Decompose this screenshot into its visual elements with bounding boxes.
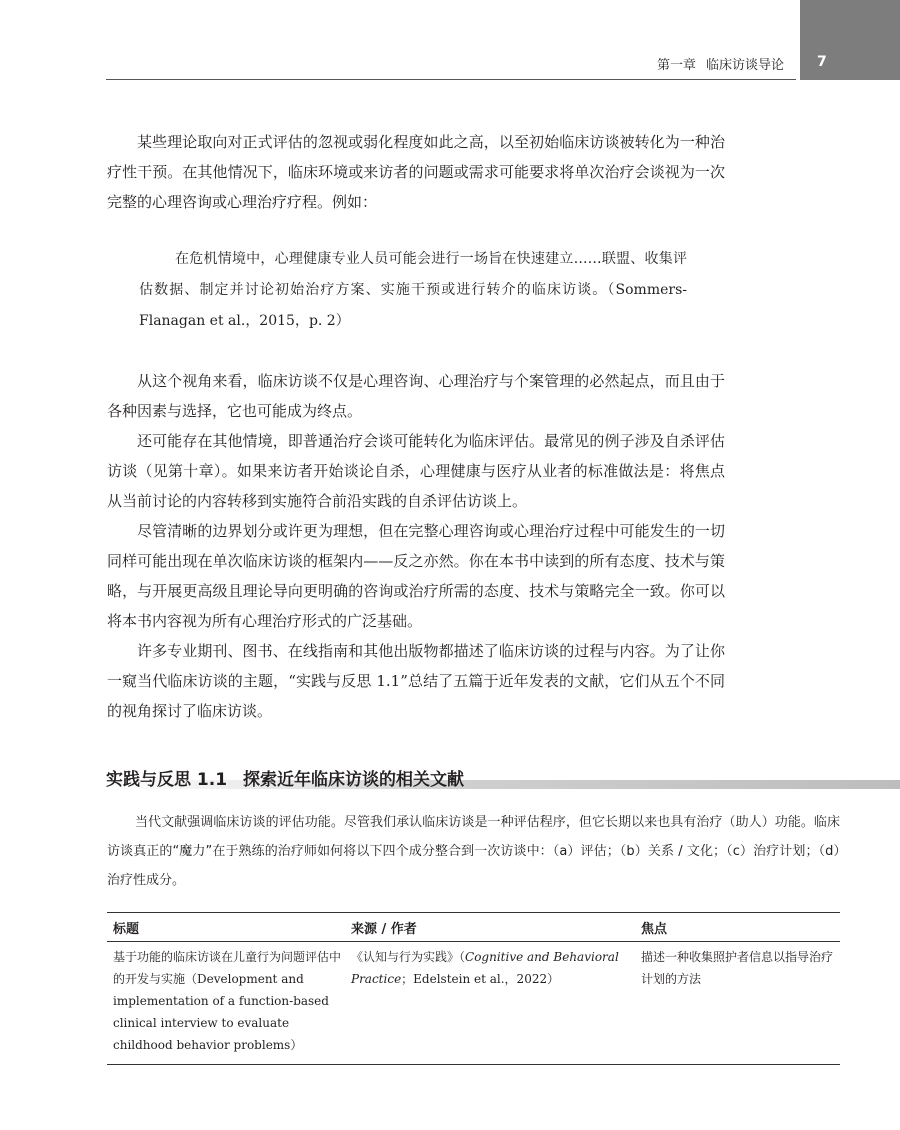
source-authors: ；Edelstein et al.，2022） [401,972,560,986]
practice-reflection-heading [106,762,900,792]
table-row [107,942,840,1065]
box-title: 探索近年临床访谈的相关文献 [243,770,465,790]
box-intro: 当代文献强调临床访谈的评估功能。尽管我们承认临床访谈是一种评估程序，但它长期以来也具有治疗（助人）功能。临床访谈真正的“魔力”在于熟练的治疗师如何将以下四个成分整合到一次访谈中：（a）评估；（b）关系 / 文化；（c）治疗计划；（d）治疗性成分。 [107,815,840,888]
page-number: 7 [817,54,827,70]
source-journal-en: Cognitive and Behavioral Practice [351,950,619,986]
column-header-title: 标题 [107,913,345,942]
running-header [106,0,900,80]
section-title [106,765,464,790]
header-chapter-info [657,54,784,73]
paragraph-2: 从这个视角来看，临床访谈不仅是心理咨询、心理治疗与个案管理的必然起点，而且由于各种因素与选择，它也可能成为终点。 [107,372,725,420]
cell-focus: 描述一种收集照护者信息以指导治疗计划的方法 [635,942,840,1065]
paragraph-3: 还可能存在其他情境，即普通治疗会谈可能转化为临床评估。最常见的例子涉及自杀评估访谈（见第十章）。如果来访者开始谈论自杀，心理健康与医疗从业者的标准做法是：将焦点从当前讨论的内容转移到实施符合前沿实践的自杀评估访谈上。 [107,432,725,510]
cell-title: 基于功能的临床访谈在儿童行为问题评估中的开发与实施（Development and implementation of a function-based clinical interview to evaluate childhood behavior problems） [107,942,345,1065]
paragraph-1: 某些理论取向对正式评估的忽视或弱化程度如此之高，以至初始临床访谈被转化为一种治疗性干预。在其他情况下，临床环境或来访者的问题或需求可能要求将单次治疗会谈视为一次完整的心理咨询或心理治疗疗程。例如： [107,133,725,211]
box-label: 实践与反思 1.1 [106,770,228,790]
literature-table [107,912,840,1065]
paragraph-4: 尽管清晰的边界划分或许更为理想，但在完整心理咨询或心理治疗过程中可能发生的一切同样可能出现在单次临床访谈的框架内——反之亦然。你在本书中读到的所有态度、技术与策略，与开展更高级且理论导向更明确的咨询或治疗所需的态度、技术与策略完全一致。你可以将本书内容视为所有心理治疗形式的广泛基础。 [107,522,725,630]
column-header-focus: 焦点 [635,913,840,942]
table-header-row [107,913,840,942]
chapter-number: 第一章 [656,58,696,73]
source-journal-cn: 《认知与行为实践》（ [351,950,466,964]
column-header-source: 来源 / 作者 [345,913,635,942]
block-quote: 在危机情境中，心理健康专业人员可能会进行一场旨在快速建立……联盟、收集评估数据、制定并讨论初始治疗方案、实施干预或进行转介的临床访谈。（Sommers-Flanagan et al.，2015，p. 2） [139,251,687,329]
page-number-tab [800,0,900,80]
header-rule [106,79,796,80]
chapter-title: 临床访谈导论 [705,58,784,73]
cell-source [345,942,635,1065]
paragraph-5: 许多专业期刊、图书、在线指南和其他出版物都描述了临床访谈的过程与内容。为了让你一窥当代临床访谈的主题，“实践与反思 1.1”总结了五篇于近年发表的文献，它们从五个不同的视角探讨了临床访谈。 [107,642,725,720]
